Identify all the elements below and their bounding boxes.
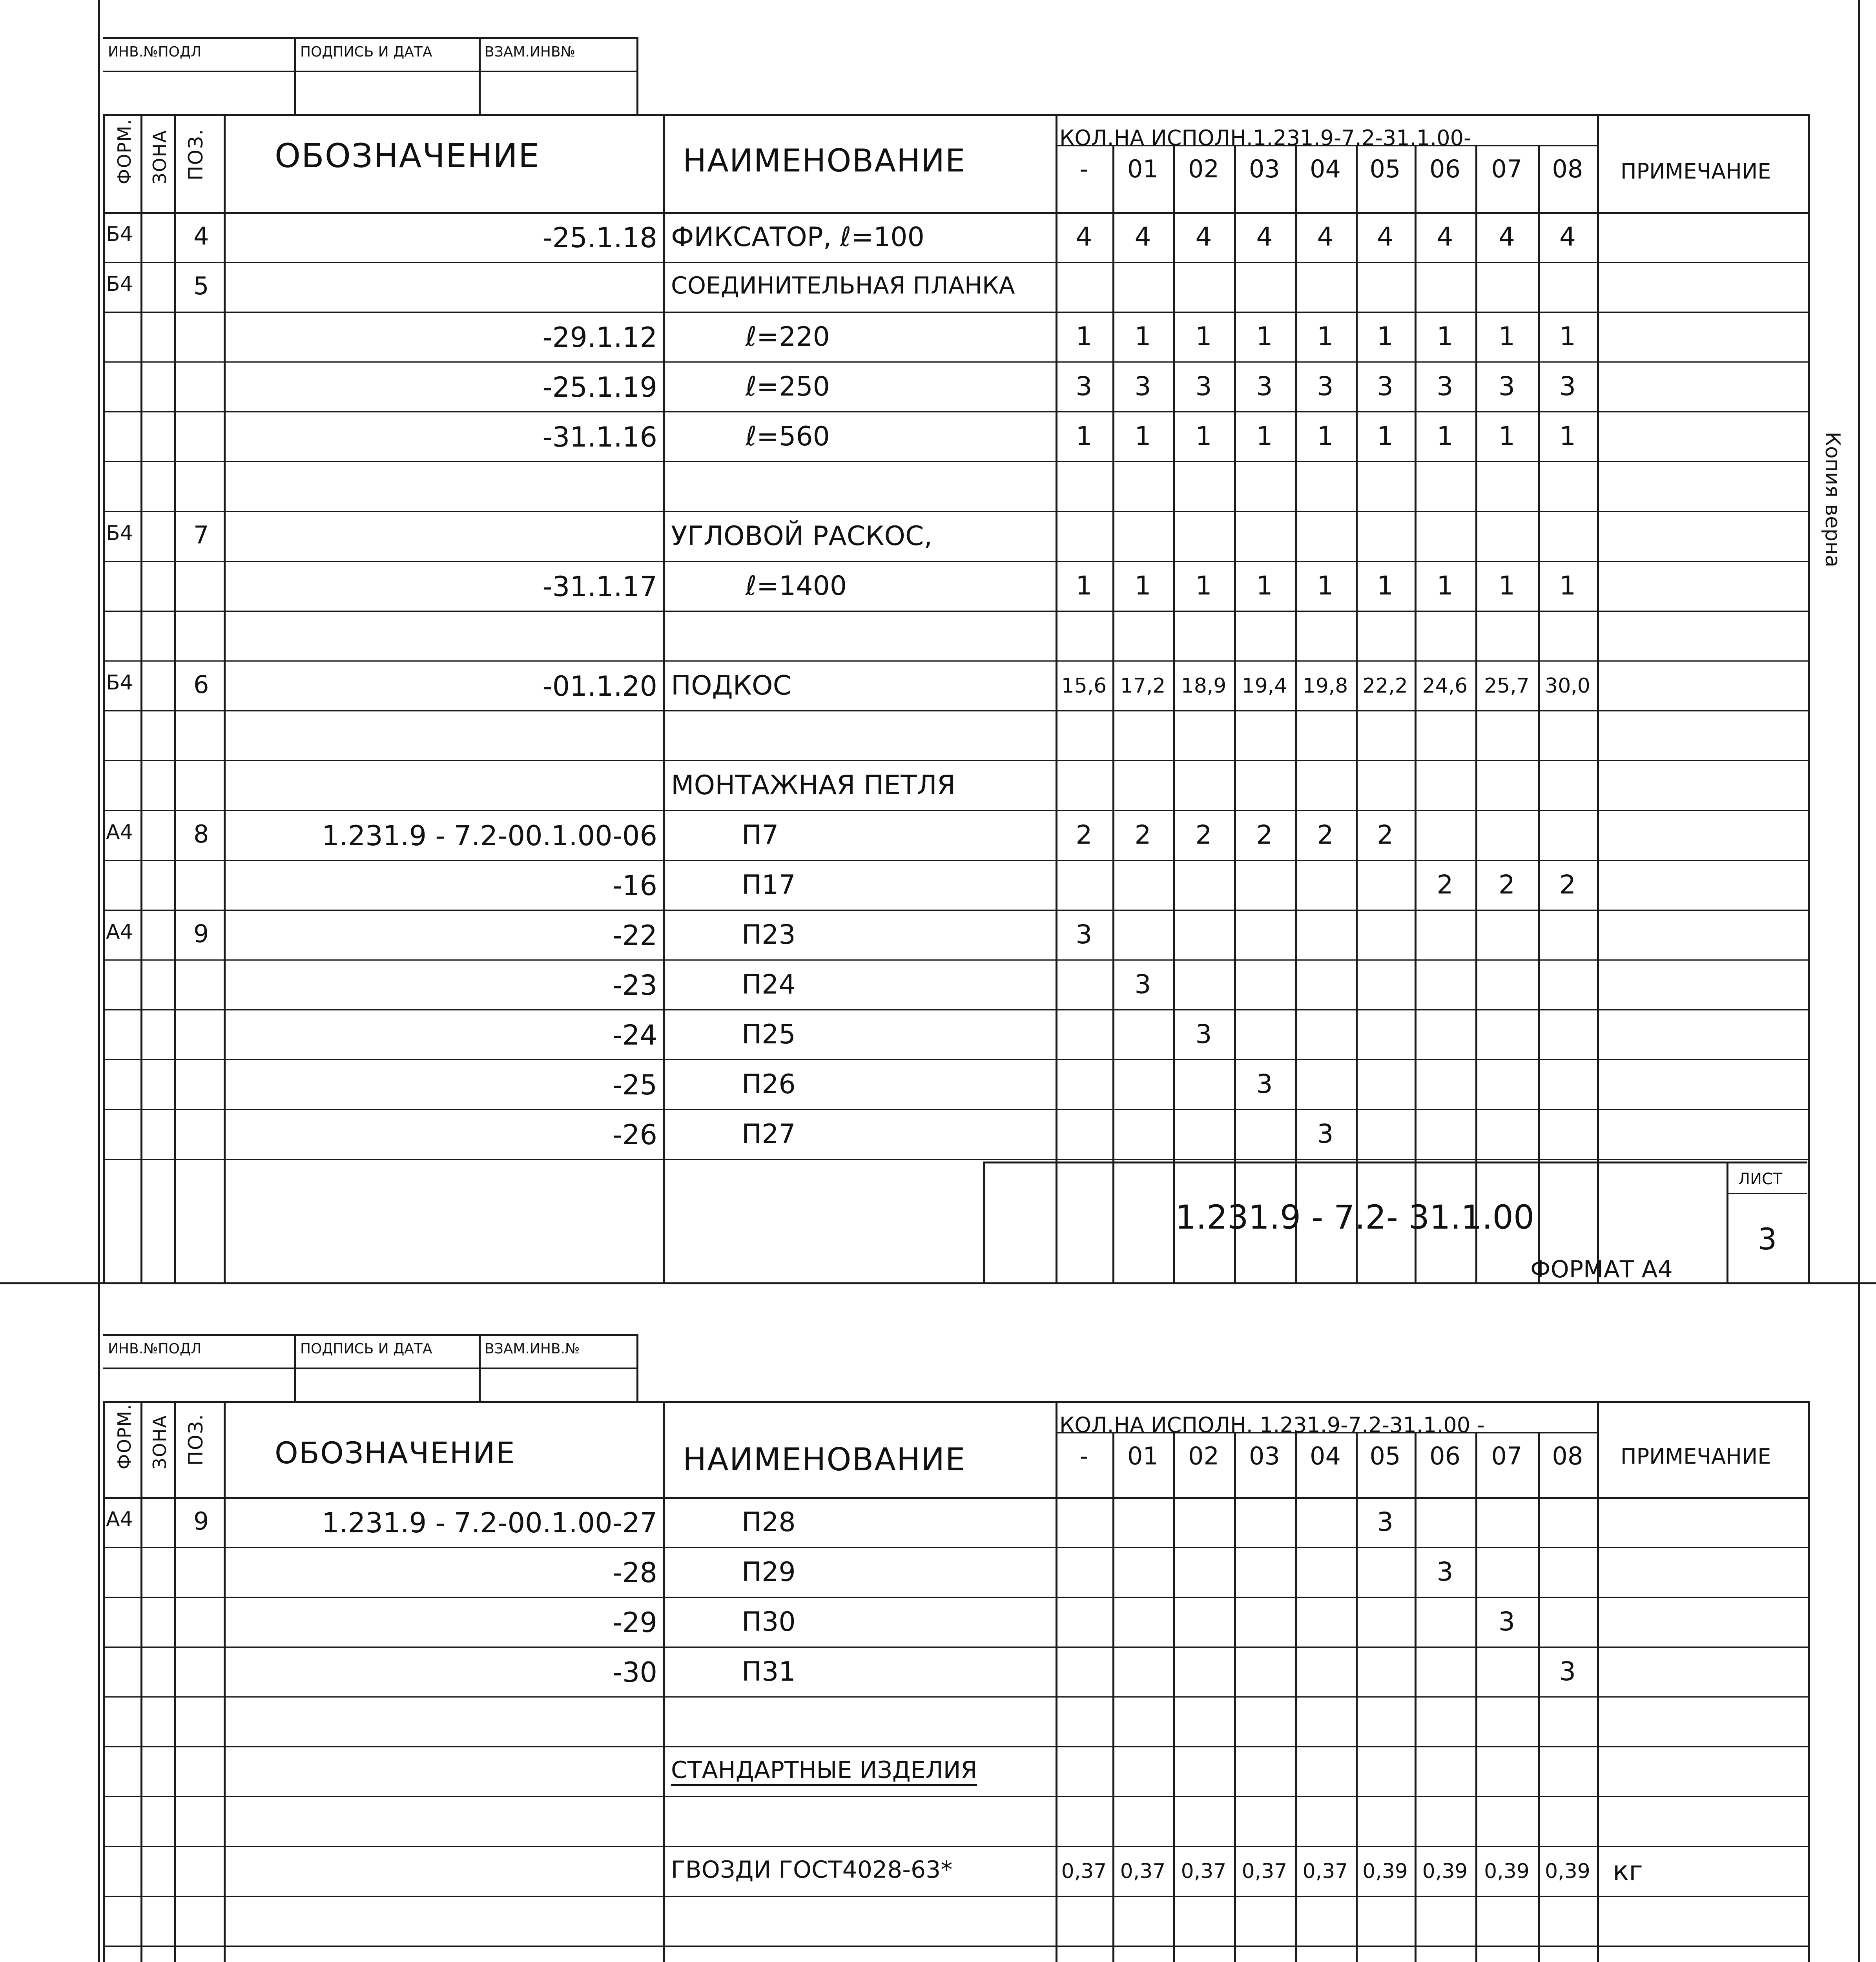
row-form: А4 <box>106 820 133 844</box>
variant-2: 02 <box>1188 155 1219 183</box>
column-line <box>1475 1432 1477 1962</box>
variant-7: 07 <box>1491 155 1522 183</box>
row-designation: -29 <box>612 1606 657 1639</box>
column-line <box>1295 145 1297 1282</box>
header-note: ПРИМЕЧАНИЕ <box>1621 1444 1771 1469</box>
row-qty-2: 0,37 <box>1181 1859 1227 1883</box>
row-name: П28 <box>742 1506 796 1538</box>
row-line <box>103 511 1808 512</box>
column-line <box>1808 1401 1810 1962</box>
variant-0: - <box>1079 155 1088 183</box>
inv-box-div <box>479 37 481 114</box>
column-line <box>1538 145 1540 1282</box>
row-name: П25 <box>742 1019 796 1050</box>
row-qty-2: 2 <box>1195 819 1212 850</box>
row-line <box>103 959 1808 961</box>
row-line <box>103 561 1808 562</box>
header-designation: ОБОЗНАЧЕНИЕ <box>275 1435 516 1470</box>
row-line <box>103 1796 1808 1797</box>
row-name: СТАНДАРТНЫЕ ИЗДЕЛИЯ <box>671 1758 977 1786</box>
row-qty-2: 1 <box>1195 421 1212 451</box>
row-line <box>103 1746 1808 1747</box>
row-name: П7 <box>742 819 779 851</box>
header-pos: ПОЗ. <box>184 128 207 181</box>
row-position: 9 <box>193 919 209 948</box>
variant-1: 01 <box>1127 155 1158 183</box>
row-qty-3: 3 <box>1256 1069 1273 1099</box>
row-line <box>103 1647 1808 1648</box>
header-name: НАИМЕНОВАНИЕ <box>683 142 966 179</box>
row-line <box>103 810 1808 811</box>
row-designation: 1.231.9 - 7.2-00.1.00-27 <box>321 1506 657 1539</box>
variant-4: 04 <box>1310 155 1341 183</box>
row-designation: -25.1.18 <box>542 221 657 254</box>
row-name: ℓ=560 <box>746 421 830 452</box>
row-line <box>103 1159 1808 1160</box>
row-qty-5: 3 <box>1377 371 1393 401</box>
row-line <box>103 660 1808 662</box>
column-line <box>1234 145 1236 1282</box>
row-position: 4 <box>193 221 209 250</box>
row-qty-2: 3 <box>1195 1019 1212 1049</box>
row-name: УГЛОВОЙ РАСКОС, <box>671 520 933 552</box>
row-position: 5 <box>193 271 209 300</box>
row-name: ℓ=220 <box>746 321 830 352</box>
row-qty-7: 1 <box>1499 570 1515 601</box>
row-position: 8 <box>193 819 209 848</box>
row-qty-6: 3 <box>1437 1556 1453 1587</box>
row-qty-1: 3 <box>1134 371 1151 401</box>
row-qty-1: 0,37 <box>1120 1859 1166 1883</box>
page-left-border <box>98 0 100 1962</box>
variant-5: 05 <box>1369 155 1401 183</box>
row-designation: -16 <box>612 869 657 902</box>
column-line <box>174 114 176 1282</box>
inv-box-div <box>479 1334 481 1401</box>
header-bottom <box>103 1497 1808 1499</box>
format-label: ФОРМАТ А4 <box>1530 1256 1673 1283</box>
row-qty-5: 0,39 <box>1362 1859 1408 1883</box>
variant-1: 01 <box>1127 1442 1158 1470</box>
row-qty-1: 1 <box>1134 321 1151 352</box>
row-name: ПОДКОС <box>671 670 792 701</box>
row-qty-4: 2 <box>1317 819 1334 850</box>
sheet-label: ЛИСТ <box>1738 1170 1783 1188</box>
inv-box-label: ПОДПИСЬ И ДАТА <box>300 1341 432 1357</box>
row-qty-1: 17,2 <box>1120 674 1166 698</box>
table-top <box>103 1401 1808 1403</box>
column-line <box>1597 1401 1599 1962</box>
variant-2: 02 <box>1188 1442 1219 1470</box>
row-qty-2: 4 <box>1195 221 1212 252</box>
row-qty-6: 1 <box>1437 570 1453 601</box>
row-qty-4: 3 <box>1317 371 1334 401</box>
row-qty-8: 2 <box>1559 869 1576 900</box>
inv-box-label: ИНВ.№ПОДЛ <box>108 1341 202 1357</box>
row-qty-3: 0,37 <box>1242 1859 1287 1883</box>
row-qty-2: 3 <box>1195 371 1212 401</box>
row-qty-2: 18,9 <box>1181 674 1227 698</box>
row-qty-3: 4 <box>1256 221 1273 252</box>
inv-box-label: ПОДПИСЬ И ДАТА <box>300 44 432 60</box>
row-name: П24 <box>742 969 796 1000</box>
row-name: СОЕДИНИТЕЛЬНАЯ ПЛАНКА <box>671 272 1015 299</box>
variant-8: 08 <box>1552 1442 1583 1470</box>
header-pos: ПОЗ. <box>184 1413 207 1466</box>
row-qty-3: 3 <box>1256 371 1273 401</box>
inv-box-div <box>636 1334 638 1401</box>
column-line <box>174 1401 176 1962</box>
row-line <box>103 611 1808 612</box>
row-qty-6: 1 <box>1437 321 1453 352</box>
row-qty-6: 4 <box>1437 221 1453 252</box>
header-designation: ОБОЗНАЧЕНИЕ <box>275 137 540 175</box>
column-line <box>1415 1432 1417 1962</box>
inv-box-top <box>103 37 636 39</box>
row-qty-7: 3 <box>1499 371 1515 401</box>
row-qty-7: 3 <box>1499 1606 1515 1637</box>
row-line <box>103 1009 1808 1010</box>
column-line <box>140 114 142 1282</box>
row-qty-2: 1 <box>1195 570 1212 601</box>
row-qty-8: 1 <box>1559 321 1576 352</box>
column-line <box>1173 1432 1175 1962</box>
side-stamp-kopiya: Копия верна <box>1821 432 1844 567</box>
row-qty-3: 19,4 <box>1242 674 1287 698</box>
column-line <box>103 1401 105 1962</box>
row-qty-4: 1 <box>1317 570 1334 601</box>
sheet-number: 3 <box>1758 1222 1777 1256</box>
header-form: ФОРМ. <box>114 1404 135 1470</box>
row-line <box>103 760 1808 761</box>
row-qty-0: 2 <box>1076 819 1092 850</box>
row-position: 9 <box>193 1506 209 1535</box>
row-qty-1: 1 <box>1134 421 1151 451</box>
sheet-label-line <box>1727 1193 1807 1194</box>
column-line <box>1808 114 1810 1282</box>
row-name: П26 <box>742 1069 796 1100</box>
row-name: П31 <box>742 1656 796 1687</box>
variant-3: 03 <box>1249 155 1280 183</box>
column-line <box>103 114 105 1282</box>
row-qty-8: 4 <box>1559 221 1576 252</box>
row-form: Б4 <box>106 222 133 246</box>
row-name: П29 <box>742 1556 796 1588</box>
row-name: П17 <box>742 869 796 901</box>
row-designation: -31.1.17 <box>542 570 657 603</box>
header-form: ФОРМ. <box>114 119 135 184</box>
column-line <box>1173 145 1175 1282</box>
variant-8: 08 <box>1552 155 1583 183</box>
column-line <box>1538 1432 1540 1962</box>
row-qty-8: 3 <box>1559 1656 1576 1687</box>
row-line <box>103 262 1808 263</box>
row-qty-3: 1 <box>1256 421 1273 451</box>
inv-box-top <box>103 1334 636 1336</box>
row-line <box>103 1059 1808 1060</box>
row-qty-6: 0,39 <box>1422 1859 1468 1883</box>
row-qty-0: 1 <box>1076 321 1092 352</box>
row-designation: -22 <box>612 919 657 952</box>
variant-6: 06 <box>1429 1442 1460 1470</box>
row-qty-0: 3 <box>1076 371 1092 401</box>
inv-box-label: ВЗАМ.ИНВ№ <box>485 44 576 60</box>
row-form: А4 <box>106 920 133 944</box>
row-qty-6: 3 <box>1437 371 1453 401</box>
column-line <box>663 114 665 1282</box>
row-designation: -25.1.19 <box>542 371 657 403</box>
row-qty-6: 1 <box>1437 421 1453 451</box>
row-form: Б4 <box>106 671 133 695</box>
variant-7: 07 <box>1491 1442 1522 1470</box>
header-zone: ЗОНА <box>149 1415 170 1470</box>
row-qty-3: 1 <box>1256 321 1273 352</box>
row-designation: -25 <box>612 1069 657 1101</box>
row-qty-7: 4 <box>1499 221 1515 252</box>
row-line <box>103 1946 1808 1947</box>
row-name: П30 <box>742 1606 796 1637</box>
inv-box-label: ИНВ.№ПОДЛ <box>108 44 202 60</box>
table-top <box>103 114 1808 116</box>
column-line <box>1597 114 1599 1282</box>
column-line <box>1356 145 1358 1282</box>
row-designation: 1.231.9 - 7.2-00.1.00-06 <box>321 819 657 852</box>
column-line <box>1295 1432 1297 1962</box>
row-qty-0: 0,37 <box>1061 1859 1107 1883</box>
row-qty-3: 2 <box>1256 819 1273 850</box>
row-name: ℓ=1400 <box>746 570 847 602</box>
column-line <box>1415 145 1417 1282</box>
row-designation: -31.1.16 <box>542 421 657 453</box>
row-qty-0: 4 <box>1076 221 1092 252</box>
doc-code: 1.231.9 - 7.2- 31.1.00 <box>1175 1198 1535 1236</box>
inv-box-label: ВЗАМ.ИНВ.№ <box>485 1341 580 1357</box>
row-line <box>103 710 1808 711</box>
row-qty-4: 1 <box>1317 321 1334 352</box>
row-name: П23 <box>742 919 796 950</box>
row-qty-8: 30,0 <box>1545 674 1590 698</box>
row-line <box>103 1896 1808 1897</box>
row-qty-5: 1 <box>1377 421 1393 451</box>
row-line <box>103 361 1808 363</box>
row-qty-5: 3 <box>1377 1506 1393 1537</box>
row-name: П27 <box>742 1118 796 1150</box>
row-qty-4: 3 <box>1317 1118 1334 1149</box>
row-qty-2: 1 <box>1195 321 1212 352</box>
row-line <box>103 411 1808 412</box>
row-position: 6 <box>193 670 209 699</box>
row-qty-0: 1 <box>1076 421 1092 451</box>
variant-6: 06 <box>1429 155 1460 183</box>
row-qty-1: 3 <box>1134 969 1151 999</box>
row-qty-5: 1 <box>1377 321 1393 352</box>
row-qty-4: 19,8 <box>1302 674 1348 698</box>
variant-0: - <box>1079 1442 1088 1470</box>
row-qty-4: 4 <box>1317 221 1334 252</box>
row-position: 7 <box>193 520 209 549</box>
column-line <box>663 1401 665 1962</box>
row-qty-5: 2 <box>1377 819 1393 850</box>
row-qty-8: 1 <box>1559 570 1576 601</box>
row-name: ГВОЗДИ ГОСТ4028-63* <box>671 1856 953 1884</box>
row-designation: -29.1.12 <box>542 321 657 354</box>
row-designation: -23 <box>612 969 657 1001</box>
row-form: Б4 <box>106 272 133 296</box>
row-qty-8: 3 <box>1559 371 1576 401</box>
header-bottom <box>103 212 1808 214</box>
row-qty-6: 24,6 <box>1422 674 1468 698</box>
row-name: ℓ=250 <box>746 371 830 402</box>
row-qty-3: 1 <box>1256 570 1273 601</box>
row-line <box>103 461 1808 462</box>
row-designation: -24 <box>612 1019 657 1051</box>
row-designation: -01.1.20 <box>542 670 657 702</box>
row-qty-5: 1 <box>1377 570 1393 601</box>
title-block-top <box>983 1162 1807 1163</box>
row-qty-8: 0,39 <box>1545 1859 1590 1883</box>
variant-3: 03 <box>1249 1442 1280 1470</box>
column-line <box>1056 114 1057 1282</box>
row-designation: -26 <box>612 1118 657 1151</box>
variant-5: 05 <box>1369 1442 1401 1470</box>
row-form: А4 <box>106 1507 133 1531</box>
row-qty-4: 1 <box>1317 421 1334 451</box>
row-note: кг <box>1613 1855 1643 1887</box>
header-zone: ЗОНА <box>149 129 170 184</box>
row-line <box>103 1597 1808 1598</box>
inv-box-mid <box>103 71 636 72</box>
row-qty-0: 1 <box>1076 570 1092 601</box>
row-name: ФИКСАТОР, ℓ=100 <box>671 221 924 253</box>
row-qty-4: 0,37 <box>1302 1859 1348 1883</box>
row-line <box>103 1696 1808 1698</box>
row-qty-6: 2 <box>1437 869 1453 900</box>
row-qty-0: 3 <box>1076 919 1092 950</box>
row-qty-7: 0,39 <box>1484 1859 1530 1883</box>
header-qty: КОЛ.НА ИСПОЛН. 1.231.9-7.2-31.1.00 - <box>1059 1413 1485 1437</box>
row-form: Б4 <box>106 521 133 545</box>
row-qty-5: 22,2 <box>1362 674 1408 698</box>
variant-4: 04 <box>1310 1442 1341 1470</box>
row-qty-7: 25,7 <box>1484 674 1530 698</box>
row-qty-7: 2 <box>1499 869 1515 900</box>
row-designation: -30 <box>612 1656 657 1688</box>
title-block-sheet-left <box>1727 1162 1728 1282</box>
inv-box-mid <box>103 1368 636 1369</box>
header-name: НАИМЕНОВАНИЕ <box>683 1441 966 1478</box>
row-line <box>103 1846 1808 1847</box>
row-qty-7: 1 <box>1499 421 1515 451</box>
column-line <box>1234 1432 1236 1962</box>
row-qty-0: 15,6 <box>1061 674 1107 698</box>
column-line <box>1475 145 1477 1282</box>
row-qty-8: 1 <box>1559 421 1576 451</box>
row-qty-1: 1 <box>1134 570 1151 601</box>
inv-box-div <box>294 1334 296 1401</box>
row-line <box>103 860 1808 861</box>
row-line <box>103 312 1808 313</box>
row-designation: -28 <box>612 1556 657 1589</box>
column-line <box>1112 1432 1114 1962</box>
row-qty-5: 4 <box>1377 221 1393 252</box>
row-line <box>103 1109 1808 1110</box>
row-qty-7: 1 <box>1499 321 1515 352</box>
row-qty-1: 4 <box>1134 221 1151 252</box>
inv-box-div <box>294 37 296 114</box>
row-line <box>103 1547 1808 1548</box>
row-qty-1: 2 <box>1134 819 1151 850</box>
column-line <box>140 1401 142 1962</box>
column-line <box>1112 145 1114 1282</box>
inv-box-div <box>636 37 638 114</box>
header-note: ПРИМЕЧАНИЕ <box>1621 159 1771 184</box>
row-line <box>103 910 1808 911</box>
row-name: МОНТАЖНАЯ ПЕТЛЯ <box>671 769 956 801</box>
header-qty: КОЛ.НА ИСПОЛН.1.231.9-7.2-31.1.00- <box>1059 126 1471 150</box>
page-right-border <box>1858 0 1860 1962</box>
